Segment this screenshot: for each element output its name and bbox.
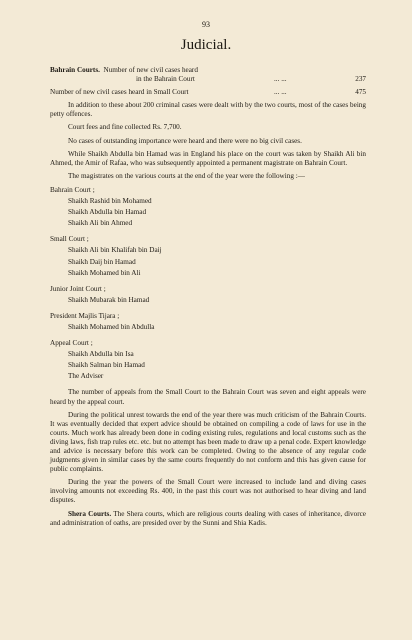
- magistrate-name: The Adviser: [68, 372, 104, 381]
- court-group: [50, 285, 366, 305]
- paragraph-fees: Court fees and fine collected Rs. 7,700.: [68, 123, 182, 132]
- paragraph-no-cases: No cases of outstanding importance were heard and there were no big civil cases.: [68, 136, 302, 145]
- magistrate-name: Shaikh Mohamed bin Ali: [68, 268, 141, 277]
- paragraph-shera-courts: [50, 510, 366, 528]
- magistrate-name: Shaikh Ali bin Khalifah bin Daij: [68, 246, 162, 255]
- paragraph-appeals: The number of appeals from the Small Court to the Bahrain Court was seven and eight appeals were heard by the appeal court.: [50, 388, 366, 406]
- court-heading: Bahrain Court ;: [50, 185, 95, 194]
- courts-heading: Bahrain Courts.: [50, 66, 100, 74]
- civil-cases-bahrain-row: [50, 66, 366, 84]
- civil-cases-small-row: [50, 88, 366, 97]
- row2-value: 475: [355, 88, 366, 97]
- court-heading: President Majlis Tijara ;: [50, 311, 120, 320]
- paragraph-political-unrest: During the political unrest towards the end of the year there was much criticism of the Bahrain Courts. It was eventually decided that expert advice should be obtained on compiling a code of laws for use in the courts. Much work has already been done in coding existing rules, regulations and local customs such as the diving laws, fish trap rules etc. etc. but no attempt has been made to draw up a penal code. Expert knowledge and advice is necessary before this work can be completed. Owing to the absence of any regular code judgments given in similar cases by the same courts frequently do not conform and this has given cause for public complaints.: [50, 410, 366, 474]
- magistrate-name: Shaikh Rashid bin Mohamed: [68, 197, 152, 206]
- court-group: [50, 339, 366, 381]
- row2-dots: ... ...: [274, 88, 287, 97]
- magistrate-name: Shaikh Mubarak bin Hamad: [68, 295, 150, 304]
- magistrate-name: Shaikh Abdulla bin Isa: [68, 350, 134, 359]
- row2-label: Number of new civil cases heard in Small Court: [50, 88, 189, 97]
- court-heading: Appeal Court ;: [50, 339, 93, 348]
- paragraph-criminal-cases: In addition to these about 200 criminal cases were dealt with by the two courts, most of the cases being petty offences.: [50, 101, 366, 119]
- court-group: [50, 312, 366, 332]
- paragraph-replacement: While Shaikh Abdulla bin Hamad was in England his place on the court was taken by Shaikh Ali bin Ahmed, the Amir of Rafaa, who was subsequently appointed a permanent magistrate on Bahrain Court.: [50, 149, 366, 167]
- magistrate-name: Shaikh Mohamed bin Abdulla: [68, 322, 155, 331]
- magistrate-name: Shaikh Abdulla bin Hamad: [68, 208, 147, 217]
- paragraph-small-court-powers: During the year the powers of the Small Court were increased to include land and diving cases involving amounts not exceeding Rs. 400, in the past this court was not authorised to hear diving and land disputes.: [50, 478, 366, 505]
- shera-heading: Shera Courts.: [68, 509, 112, 518]
- magistrate-name: Shaikh Salman bin Hamad: [68, 361, 145, 370]
- court-heading: Junior Joint Court ;: [50, 284, 106, 293]
- shera-text: The Shera courts, which are religious courts dealing with cases of inheritance, divorce and administration of oaths, are presided over by the Sunni and Shia Kadis.: [50, 509, 366, 527]
- row1-value: 237: [355, 75, 366, 84]
- magistrate-name: Shaikh Daij bin Hamad: [68, 257, 136, 266]
- court-group: [50, 186, 366, 228]
- magistrates-list: [50, 186, 366, 382]
- paragraph-magistrates-intro: The magistrates on the various courts at the end of the year were the following :—: [68, 171, 305, 180]
- row1-label: Number of new civil cases heard: [103, 66, 198, 74]
- page-number: 93: [202, 20, 210, 29]
- document-body: [50, 66, 366, 528]
- row1-dots: ... ...: [274, 75, 287, 84]
- row1-label2: in the Bahrain Court: [136, 75, 195, 84]
- magistrate-name: Shaikh Ali bin Ahmed: [68, 219, 133, 228]
- court-heading: Small Court ;: [50, 235, 89, 244]
- page-title: Judicial.: [180, 37, 232, 53]
- court-group: [50, 235, 366, 277]
